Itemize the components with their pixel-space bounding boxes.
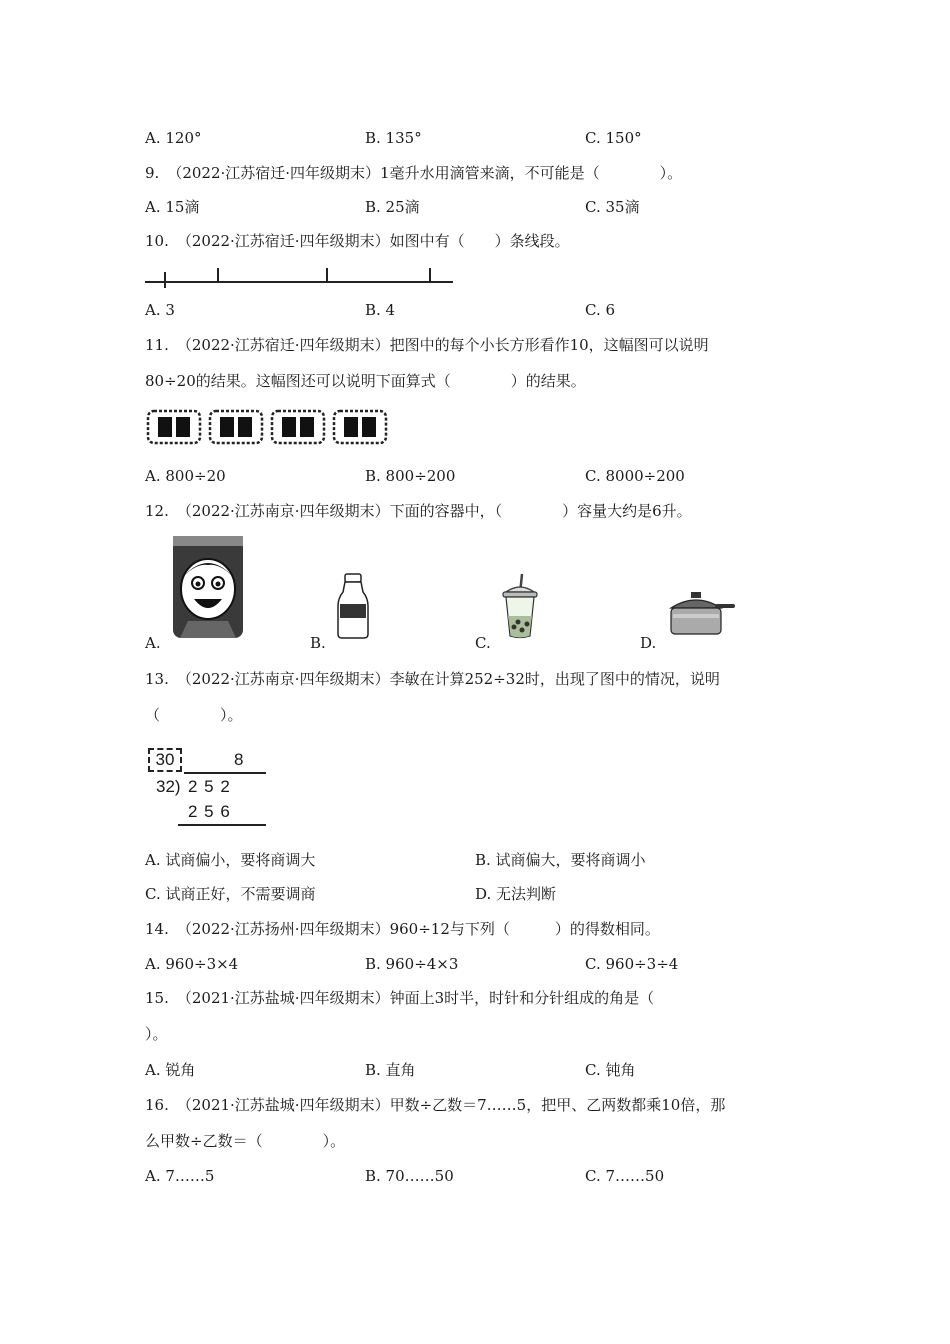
q10-stem [145, 231, 570, 251]
subtraction-bar [178, 824, 266, 826]
q8-option-a: A. 120° [145, 129, 202, 147]
q14-option-c: C. 960÷3÷4 [585, 955, 679, 973]
q10-text: （2022·江苏宿迁·四年级期末）如图中有（ ）条线段。 [176, 232, 570, 250]
q10-option-c: C. 6 [585, 301, 616, 319]
q13-option-d: D. 无法判断 [475, 885, 557, 903]
q9-option-b: B. 25滴 [365, 198, 420, 216]
bubble-tea-cup-image [500, 572, 540, 640]
q9-option-a: A. 15滴 [145, 198, 200, 216]
q15-option-c: C. 钝角 [585, 1061, 636, 1079]
q16-option-b: B. 70……50 [365, 1167, 454, 1185]
q11-text: （2022·江苏宿迁·四年级期末）把图中的每个小长方形看作10，这幅图可以说明 [176, 336, 709, 354]
q15-stem [145, 988, 654, 1008]
q10-option-a: A. 3 [145, 301, 175, 319]
q12-option-a: A. [145, 634, 161, 652]
divisor: 32) [156, 777, 181, 796]
q16-stem [145, 1095, 725, 1115]
q12-option-c: C. [475, 634, 491, 652]
line-segment-figure [145, 264, 457, 290]
q13-stem [145, 669, 720, 689]
q11-option-c: C. 8000÷200 [585, 467, 685, 485]
q11-stem-line2: 80÷20的结果。这幅图还可以说明下面算式（ ）的结果。 [145, 372, 586, 390]
product: 2 5 6 [188, 802, 231, 821]
rectangle-group [334, 411, 386, 443]
q10-option-b: B. 4 [365, 301, 396, 319]
q12-option-d: D. [640, 634, 657, 652]
q12-stem [145, 501, 692, 521]
q8-option-c: C. 150° [585, 129, 642, 147]
q13-option-b: B. 试商偏大，要将商调小 [475, 851, 646, 869]
q15-option-a: A. 锐角 [145, 1061, 196, 1079]
q9-stem [145, 163, 682, 183]
q9-number: 9. [145, 164, 160, 182]
q16-stem-line2: 么甲数÷乙数＝（ ）。 [145, 1132, 346, 1150]
rectangle-group [210, 411, 262, 443]
q12-text: （2022·江苏南京·四年级期末）下面的容器中，（ ）容量大约是6升。 [176, 502, 692, 520]
pressure-cooker-image [665, 590, 737, 640]
boxed-trial-quotient: 30 [148, 748, 182, 772]
q16-option-c: C. 7……50 [585, 1167, 665, 1185]
q11-option-a: A. 800÷20 [145, 467, 226, 485]
q15-stem-line2: ）。 [145, 1025, 168, 1043]
q9-option-c: C. 35滴 [585, 198, 640, 216]
milk-bottle-image [335, 572, 371, 640]
q13-text: （2022·江苏南京·四年级期末）李敏在计算252÷32时，出现了图中的情况，说明 [176, 670, 720, 688]
division-bar [184, 772, 266, 774]
q16-option-a: A. 7……5 [145, 1167, 215, 1185]
q13-number: 13. [145, 670, 169, 688]
long-division-figure [148, 748, 270, 828]
q13-stem-line2: （ ）。 [145, 706, 243, 724]
q14-stem [145, 919, 660, 939]
q8-option-b: B. 135° [365, 129, 422, 147]
q14-option-a: A. 960÷3×4 [145, 955, 239, 973]
q13-option-c: C. 试商正好，不需要调商 [145, 885, 316, 903]
q10-number: 10. [145, 232, 169, 250]
q13-option-a: A. 试商偏小，要将商调大 [145, 851, 316, 869]
q9-text: （2022·江苏宿迁·四年级期末）1毫升水用滴管来滴，不可能是（ ）。 [167, 164, 683, 182]
q15-number: 15. [145, 989, 169, 1007]
drink-can-image [170, 533, 246, 641]
q12-option-b: B. [310, 634, 326, 652]
dividend: 2 5 2 [188, 777, 231, 796]
q16-number: 16. [145, 1096, 169, 1114]
rectangle-group [272, 411, 324, 443]
q15-text: （2021·江苏盐城·四年级期末）钟面上3时半，时针和分针组成的角是（ [176, 989, 655, 1007]
q11-number: 11. [145, 336, 169, 354]
q16-text: （2021·江苏盐城·四年级期末）甲数÷乙数＝7……5，把甲、乙两数都乘10倍，那 [176, 1096, 726, 1114]
q14-text: （2022·江苏扬州·四年级期末）960÷12与下列（ ）的得数相同。 [176, 920, 660, 938]
q14-option-b: B. 960÷4×3 [365, 955, 459, 973]
q14-number: 14. [145, 920, 169, 938]
rectangle-groups-figure [145, 408, 390, 446]
q15-option-b: B. 直角 [365, 1061, 416, 1079]
q11-stem [145, 335, 709, 355]
quotient-digit: 8 [234, 750, 244, 769]
rectangle-group [148, 411, 200, 443]
q11-option-b: B. 800÷200 [365, 467, 456, 485]
q12-number: 12. [145, 502, 169, 520]
